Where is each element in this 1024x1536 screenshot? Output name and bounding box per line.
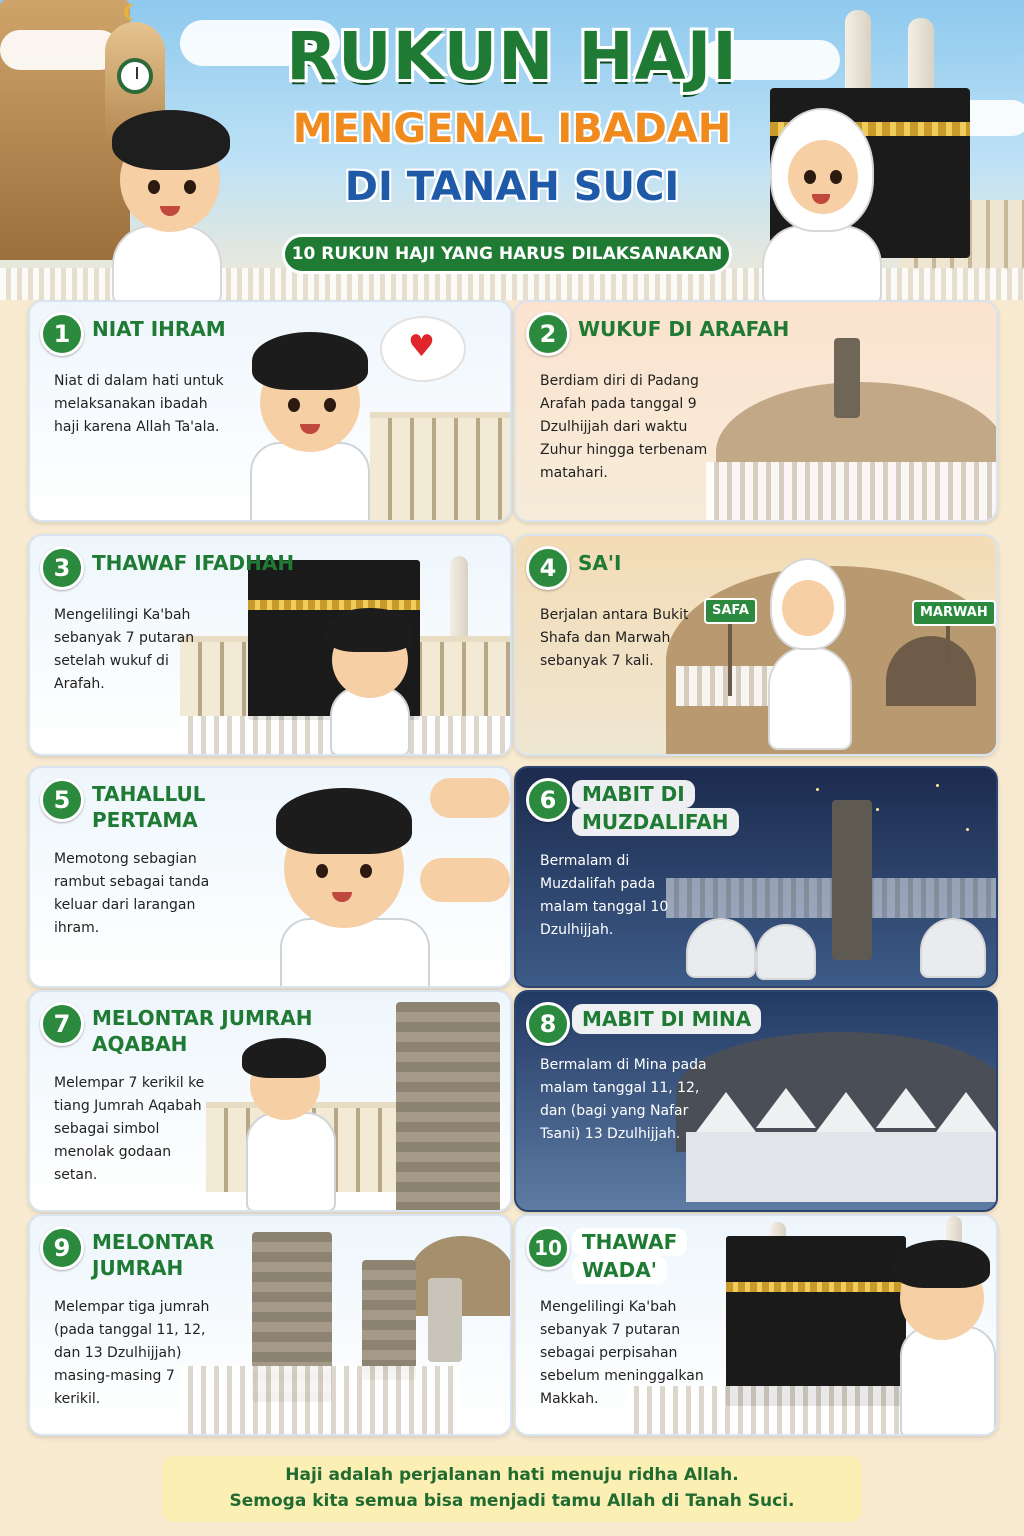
boy-eye xyxy=(360,864,372,878)
pilgrim-crowd xyxy=(706,462,998,522)
step-number: 8 xyxy=(526,1002,570,1046)
step-number: 7 xyxy=(40,1002,84,1046)
card-melontar-jumrah xyxy=(28,1214,512,1436)
safa-sign: SAFA xyxy=(704,598,757,624)
pilgrim-crowd xyxy=(180,1366,460,1436)
step-title-line-2: WADA' xyxy=(572,1256,667,1284)
tent-camp xyxy=(686,1132,998,1202)
jumrah-pillar xyxy=(428,1278,462,1362)
header-banner xyxy=(0,0,1024,300)
star-dot xyxy=(936,784,939,787)
step-title-line-1: MELONTAR JUMRAH xyxy=(92,1006,313,1030)
girl-robe xyxy=(762,225,882,300)
step-title: MABIT DI MINA xyxy=(572,1004,761,1034)
step-title: NIAT IHRAM xyxy=(92,317,226,341)
page-subtitle-2: DI TANAH SUCI xyxy=(344,164,680,210)
step-number: 9 xyxy=(40,1226,84,1270)
kaaba-gold-band xyxy=(248,600,420,610)
hand xyxy=(420,858,510,902)
step-title: SA'I xyxy=(578,551,622,575)
step-description: Memotong sebagian rambut sebagai tanda keluar dari larangan ihram. xyxy=(54,851,210,936)
step-number: 5 xyxy=(40,778,84,822)
step-title-line-2: JUMRAH xyxy=(92,1256,184,1280)
step-number: 10 xyxy=(526,1226,570,1270)
hand-with-scissors xyxy=(430,778,510,818)
step-number: 1 xyxy=(40,312,84,356)
step-description: Melempar 7 kerikil ke tiang Jumrah Aqabah sebagai simbol menolak godaan setan. xyxy=(54,1075,205,1183)
step-title-line-2: AQABAH xyxy=(92,1032,188,1056)
card-niat-ihram xyxy=(28,300,512,522)
step-title-line-1: THAWAF xyxy=(572,1228,687,1256)
pilgrim-crowd xyxy=(666,878,996,918)
step-description: Bermalam di Muzdalifah pada malam tanggal 10 Dzulhijjah. xyxy=(540,853,669,938)
card-thawaf-wada xyxy=(514,1214,998,1436)
jabal-rahmah-pillar xyxy=(834,338,860,418)
step-title: THAWAF IFADHAH xyxy=(92,551,295,575)
step-number: 2 xyxy=(526,312,570,356)
pilgrim xyxy=(920,918,986,978)
girl-face xyxy=(782,580,834,636)
boy-hair xyxy=(894,1240,990,1288)
tagline-pill: 10 RUKUN HAJI YANG HARUS DILAKSANAKAN xyxy=(282,234,732,274)
step-title-line-2: PERTAMA xyxy=(92,808,198,832)
girl-robe xyxy=(768,646,852,750)
marwah-sign: MARWAH xyxy=(912,600,996,626)
card-mabit-muzdalifah xyxy=(514,766,998,988)
step-description: Mengelilingi Ka'bah sebanyak 7 putaran setelah wukuf di Arafah. xyxy=(54,607,195,692)
step-description: Mengelilingi Ka'bah sebanyak 7 putaran sebagai perpisahan sebelum meninggalkan Makkah. xyxy=(540,1299,704,1407)
footer-message xyxy=(162,1456,862,1522)
tent xyxy=(756,1088,816,1128)
card-wukuf-arafah xyxy=(514,300,998,522)
kaaba-gold-band xyxy=(726,1282,906,1292)
step-description: Bermalam di Mina pada malam tanggal 11, 12, dan (bagi yang Nafar Tsani) 13 Dzulhijjah. xyxy=(540,1057,707,1142)
boy-eye xyxy=(288,398,300,412)
kaaba-illustration xyxy=(726,1236,906,1406)
pilgrim xyxy=(686,918,756,978)
boy-ihram xyxy=(250,442,370,522)
card-thawaf-ifadhah xyxy=(28,534,512,756)
heart-icon: ♥ xyxy=(408,329,435,364)
page-subtitle-1: MENGENAL IBADAH xyxy=(292,106,732,152)
card-tahallul-pertama xyxy=(28,766,512,988)
step-number: 3 xyxy=(40,546,84,590)
tent xyxy=(876,1088,936,1128)
card-sai xyxy=(514,534,998,756)
boy-ihram xyxy=(246,1112,336,1212)
step-number: 4 xyxy=(526,546,570,590)
step-title-line-1: TAHALLUL xyxy=(92,782,206,806)
star-dot xyxy=(876,808,879,811)
page-title: RUKUN HAJI xyxy=(286,18,738,95)
footer-line-1: Haji adalah perjalanan hati menuju ridha Allah. xyxy=(285,1465,739,1485)
step-title: WUKUF DI ARAFAH xyxy=(578,317,790,341)
step-description: Niat di dalam hati untuk melaksanakan ibadah haji karena Allah Ta'ala. xyxy=(54,373,224,435)
boy-hair xyxy=(326,608,414,652)
boy-ihram xyxy=(112,225,222,300)
tent xyxy=(816,1092,876,1132)
boy-eye xyxy=(324,398,336,412)
jumrah-pillar xyxy=(396,1002,500,1212)
boy-eye xyxy=(316,864,328,878)
mosque-arches xyxy=(370,412,512,522)
tent xyxy=(936,1092,996,1132)
boy-ihram xyxy=(280,918,430,988)
footer-line-2: Semoga kita semua bisa menjadi tamu Allah di Tanah Suci. xyxy=(229,1491,795,1511)
sign-pole xyxy=(728,616,732,696)
step-description: Melempar tiga jumrah (pada tanggal 11, 12, dan 13 Dzulhijjah) masing-masing 7 kerikil. xyxy=(54,1299,210,1407)
step-title-line-2: MUZDALIFAH xyxy=(572,808,739,836)
boy-hair xyxy=(276,788,412,854)
star-dot xyxy=(966,828,969,831)
boy-ihram xyxy=(900,1326,996,1436)
step-title-line-1: MELONTAR xyxy=(92,1230,215,1254)
card-melontar-jumrah-aqabah xyxy=(28,990,512,1212)
jumrah-pillar xyxy=(362,1260,416,1380)
card-mabit-mina xyxy=(514,990,998,1212)
pilgrim xyxy=(756,924,816,980)
boy-hair xyxy=(242,1038,326,1078)
muzdalifah-monument xyxy=(832,800,872,960)
step-description: Berdiam diri di Padang Arafah pada tanggal 9 Dzulhijjah dari waktu Zuhur hingga terbenam matahari. xyxy=(540,373,708,481)
step-title-line-1: MABIT DI xyxy=(572,780,695,808)
step-description: Berjalan antara Bukit Shafa dan Marwah sebanyak 7 kali. xyxy=(540,607,689,669)
step-number: 6 xyxy=(526,778,570,822)
star-dot xyxy=(816,788,819,791)
boy-hair xyxy=(252,332,368,390)
minaret xyxy=(450,556,468,636)
